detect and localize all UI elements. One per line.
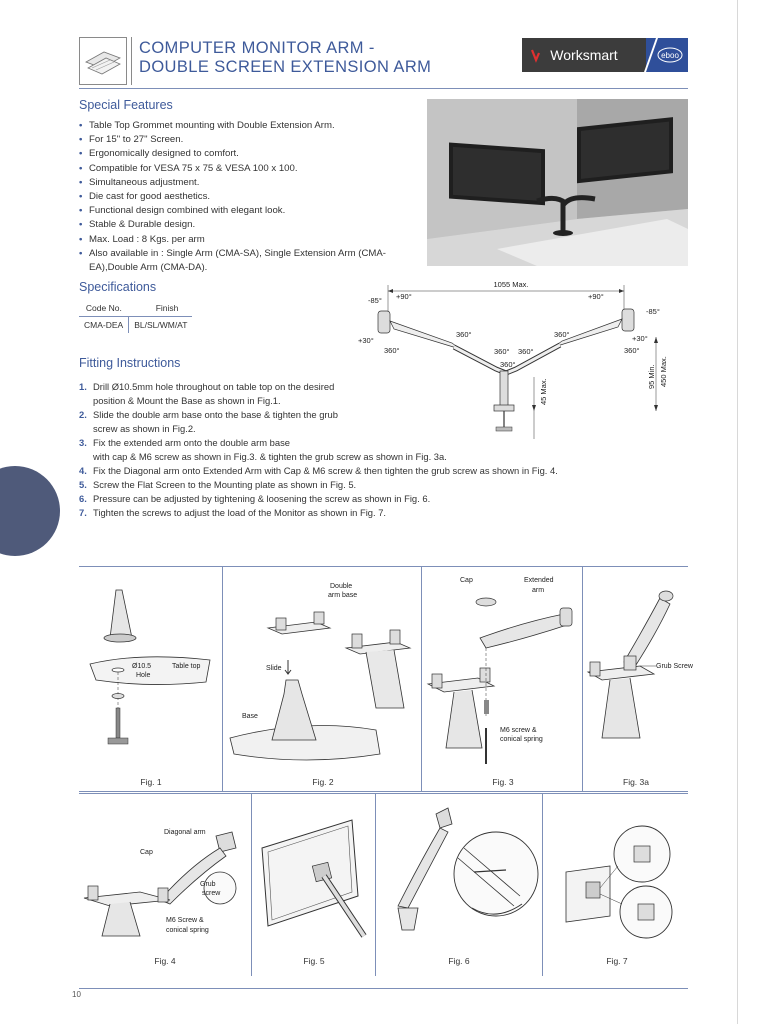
width-max-label: 1055 Max. [493,280,529,289]
figure-7-caption: Fig. 7 [606,956,628,966]
step-text: with cap & M6 screw as shown in Fig.3. & tighten the grub screw as shown in Fig. 3a. [93,451,447,462]
product-thumbnail-icon [80,38,126,84]
step-number: 5. [79,479,87,490]
step-number: 2. [79,409,87,420]
figure-3a-drawing [584,568,693,768]
figure-divider [542,793,543,976]
worksmart-logo [522,38,688,72]
step-text: Pressure can be adjusted by tightening & loosening the screw as shown in Fig. 6. [93,493,431,504]
fitting-steps [79,380,699,520]
step-number: 6. [79,493,87,504]
header-rule [79,88,688,89]
rotate-label: 360° [518,347,534,356]
fig3-m6-label: M6 screw & [500,727,537,734]
step-text: Slide the double arm base onto the base & tighten the grub screw as shown in Fig.2. [93,409,338,434]
fitting-step [79,408,355,436]
feature-item: • Max. Load : 8 Kgs. per arm [79,233,419,247]
features-list [79,119,419,275]
fig3-extended-label: Extended [524,577,554,584]
brand-name: Worksmart [550,47,618,63]
fig1-hole-label: Hole [136,672,151,679]
height-max-label: 450 Max. [659,356,668,387]
tilt-down-label-right: -85° [646,307,660,316]
fitting-step [79,478,699,492]
feature-item: • Compatible for VESA 75 x 75 & VESA 100 x 100. [79,162,419,176]
rotate-label: 360° [554,330,570,339]
product-photo [427,99,688,266]
fig3a-grub-label: Grub Screw [656,663,693,670]
fig4-m6-label: conical spring [166,927,209,934]
tilt-down-label-left: -85° [368,296,382,305]
feature-item: • Simultaneous adjustment. [79,176,419,190]
figures-mid-rule [79,793,688,794]
step-number: 3. [79,437,87,448]
tilt-up-label-right: +90° [588,292,604,301]
rotate-label: 360° [456,330,472,339]
step-number: 4. [79,465,87,476]
spec-header: Code No. [79,300,129,317]
figure-5-drawing [254,796,374,956]
specifications-table [79,300,192,333]
feature-item: • Ergonomically designed to comfort. [79,147,419,161]
title-line-2: DOUBLE SCREEN EXTENSION ARM [139,58,432,76]
figure-7-drawing [546,796,688,956]
feature-item: • Stable & Durable design. [79,218,419,232]
fitting-step [79,380,355,408]
fitting-step [79,436,699,450]
figure-3-caption: Fig. 3 [492,777,514,787]
feature-item: • For 15" to 27" Screen. [79,133,419,147]
figure-5-caption: Fig. 5 [303,956,325,966]
feature-item: • Functional design combined with elegant look. [79,204,419,218]
figure-3a-caption: Fig. 3a [623,777,649,787]
figure-2-drawing [226,568,418,768]
fig1-table-label: Table top [172,663,201,670]
fig4-grub-label: screw [202,890,221,897]
fitting-step [79,506,699,520]
step-text: Screw the Flat Screen to the Mounting plate as shown in Fig. 5. [93,479,357,490]
fig2-double-label: arm base [328,592,358,599]
rotate-label: 360° [624,346,640,355]
figure-divider [375,793,376,976]
figure-1-drawing [80,568,220,768]
figures-mid-rule [79,791,688,792]
side-section-tab [0,466,60,556]
step-text: Fix the extended arm onto the double arm base [93,437,290,448]
fig3-extended-label: arm [532,587,545,594]
step-number: 7. [79,507,87,518]
rotate-label: 360° [384,346,400,355]
tilt-up-label-left: +90° [396,292,412,301]
figure-divider [251,793,252,976]
fig4-diagonal-label: Diagonal arm [164,829,206,836]
title-line-1: COMPUTER MONITOR ARM - [139,39,375,57]
figure-6-drawing [378,796,540,956]
step-text: Drill Ø10.5mm hole throughout on table top on the desired position & Mount the Base as shown in Fig.1. [93,381,335,406]
step-text: Fix the Diagonal arm onto Extended Arm with Cap & M6 screw & then tighten the grub screw as shown in Fig. 4. [93,465,558,476]
spec-cell: BL/SL/WM/AT [134,320,188,330]
partner-logo: eboo [661,51,679,60]
spec-header: Finish [129,300,193,317]
figures-top-rule [79,566,688,567]
fig2-double-label: Double [330,583,353,590]
figure-divider [421,566,422,791]
product-thumbnail [79,37,127,85]
title-divider [131,37,132,85]
figure-4-caption: Fig. 4 [154,956,176,966]
fitting-step [79,492,699,506]
fig4-grub-label: Grub [200,881,216,888]
figure-1-caption: Fig. 1 [140,777,162,787]
page-edge-rule [737,0,738,1024]
figure-2-caption: Fig. 2 [312,777,334,787]
rotate-label: 360° [494,347,510,356]
fig3-cap-label: Cap [460,577,473,584]
fig4-m6-label: M6 Screw & [166,917,204,924]
tilt-plus30-right: +30° [632,334,648,343]
footer-rule [79,988,688,989]
base-max-label: 45 Max. [539,378,548,405]
fig3-m6-label: conical spring [500,736,543,743]
step-number: 1. [79,381,87,392]
fig4-cap-label: Cap [140,849,153,856]
spec-cell: CMA-DEA [79,317,129,334]
figure-4-drawing [80,796,248,956]
figure-3-drawing [424,568,580,768]
page-number: 10 [72,990,81,999]
figure-divider [582,566,583,791]
features-heading: Special Features [79,98,173,112]
figure-6-caption: Fig. 6 [448,956,470,966]
feature-item: • Also available in : Single Arm (CMA-SA), Single Extension Arm (CMA-EA),Double Arm (CMA-DA). [79,247,419,275]
height-min-label: 95 Min. [647,364,656,389]
fitting-step [79,464,699,478]
step-text: Tighten the screws to adjust the load of the Monitor as shown in Fig. 7. [93,507,387,518]
feature-item: • Table Top Grommet mounting with Double Extension Arm. [79,119,419,133]
fig1-hole-label: Ø10.5 [132,663,152,670]
tilt-plus30-left: +30° [358,336,374,345]
rotate-label: 360° [500,360,516,369]
fitting-step [79,450,699,464]
figure-divider [222,566,223,791]
fig2-base-label: Base [242,713,258,720]
feature-item: • Die cast for good aesthetics. [79,190,419,204]
specifications-heading: Specifications [79,280,157,294]
fitting-heading: Fitting Instructions [79,356,181,370]
fig2-slide-label: Slide [266,665,282,672]
